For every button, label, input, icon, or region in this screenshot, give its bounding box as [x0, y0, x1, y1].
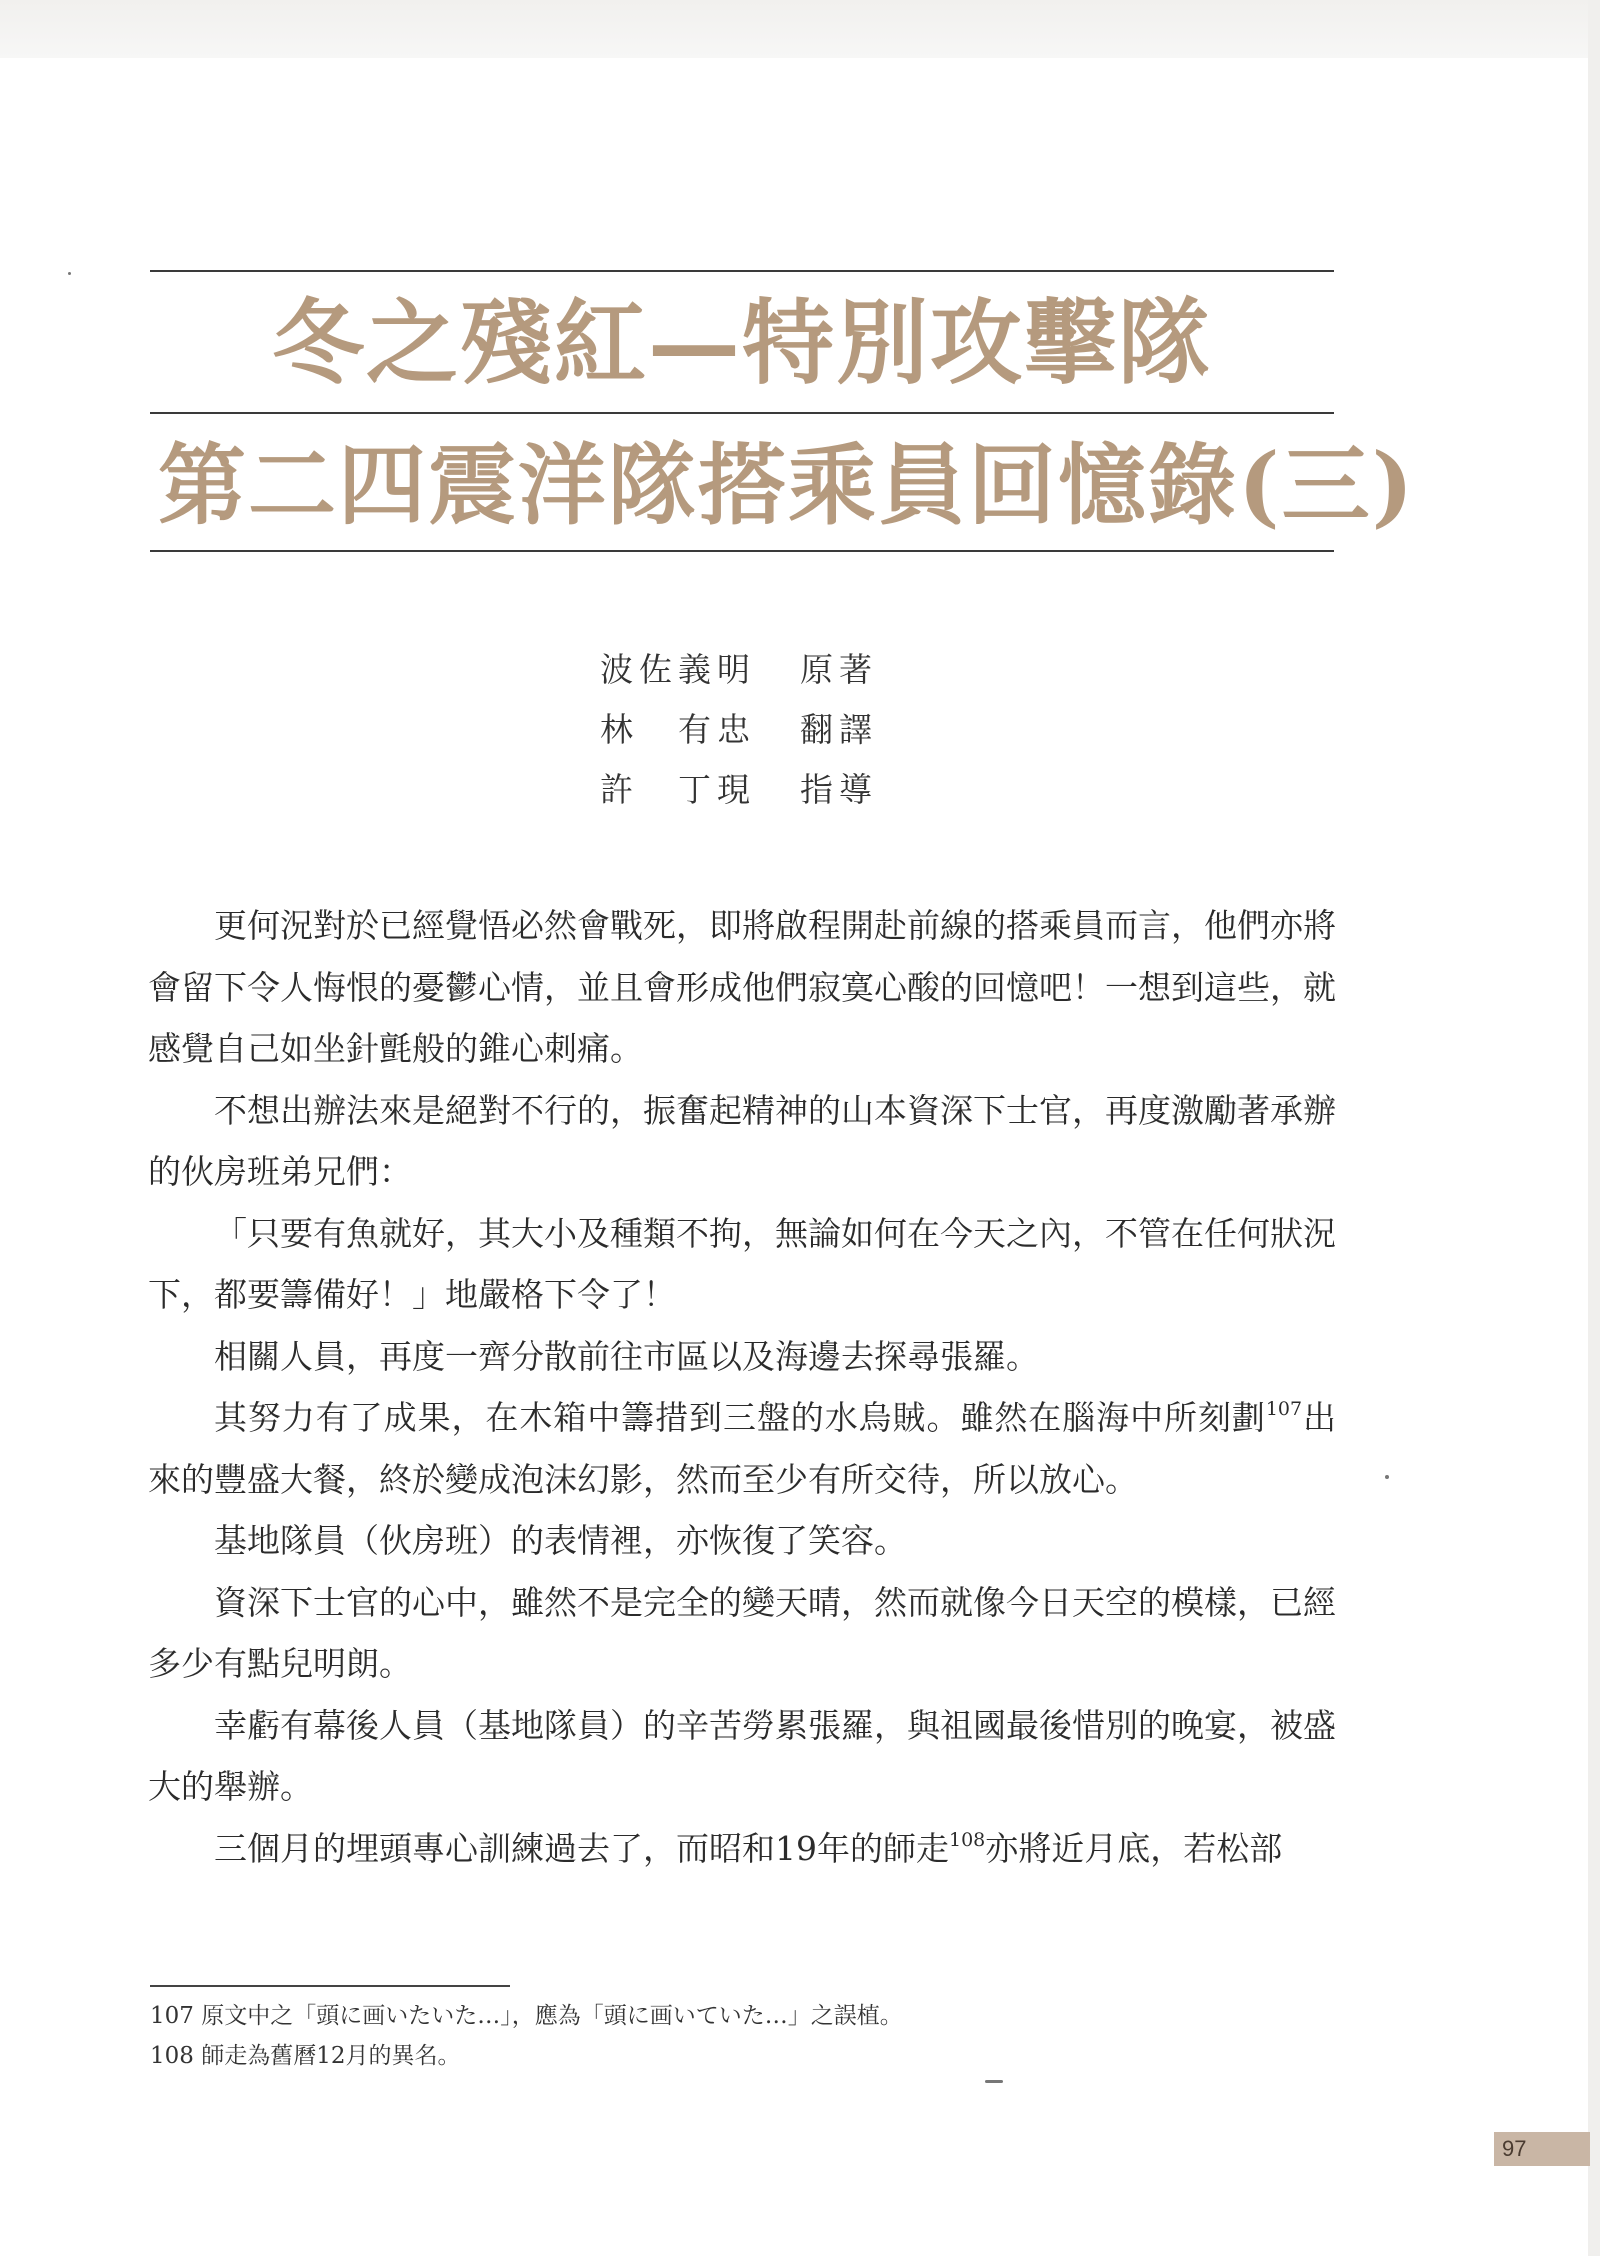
paragraph: 相關人員，再度一齊分散前往市區以及海邊去探尋張羅。 — [214, 1336, 1039, 1376]
footnote: 107 原文中之「頭に画いたいた…」，應為「頭に画いていた…」之誤植。 — [150, 2003, 903, 2029]
footnote-ref: 108 — [949, 1828, 986, 1851]
credit-role: 翻譯 — [800, 710, 878, 749]
credit-translator — [600, 700, 878, 760]
page-title-line1: 冬之殘紅—特別攻擊隊 — [271, 289, 1212, 397]
credit-name: 波佐義明 — [600, 650, 756, 689]
paragraph: 不想出辦法來是絕對不行的，振奮起精神的山本資深下士官，再度激勵著承辦的伙房班弟兄們： — [148, 1090, 1336, 1191]
paragraph: 更何況對於已經覺悟必然會戰死，即將啟程開赴前線的搭乘員而言，他們亦將會留下令人悔恨的憂鬱心情，並且會形成他們寂寞心酸的回憶吧！一想到這些，就感覺自己如坐針氈般的錐心刺痛。 — [148, 906, 1336, 1068]
page-title-line2: 第二四震洋隊搭乘員回憶錄(三) — [158, 433, 1416, 537]
paragraph: 幸虧有幕後人員（基地隊員）的辛苦勞累張羅，與祖國最後惜別的晚宴，被盛大的舉辦。 — [148, 1705, 1336, 1806]
title-rule-bottom — [150, 550, 1334, 552]
credit-name: 許 丁現 — [600, 770, 756, 809]
paragraph: 資深下士官的心中，雖然不是完全的變天晴，然而就像今日天空的模樣，已經多少有點兒明朗。 — [148, 1582, 1336, 1683]
title-rule-top — [150, 270, 1334, 272]
footnote: 108 師走為舊曆12月的異名。 — [150, 2043, 461, 2069]
credit-role: 原著 — [800, 650, 878, 689]
footnotes — [150, 1996, 903, 2076]
paragraph-text: 出來的豐盛大餐，終於變成泡沫幻影，然而至少有所交待，所以放心。 — [148, 1398, 1337, 1499]
article-body — [148, 895, 1336, 1879]
credit-author — [600, 640, 878, 700]
title-rule-middle — [150, 412, 1334, 414]
scan-speck — [985, 2080, 1003, 2083]
credit-role: 指導 — [800, 770, 878, 809]
credit-name: 林 有忠 — [600, 710, 756, 749]
footnote-rule — [150, 1985, 510, 1987]
paragraph — [148, 1387, 1336, 1510]
author-credits — [600, 640, 878, 820]
paragraph-text: 三個月的埋頭專心訓練過去了，而昭和19年的師走 — [214, 1828, 949, 1868]
scan-top-shadow — [0, 0, 1600, 58]
paragraph — [148, 1818, 1336, 1880]
paragraph: 基地隊員（伙房班）的表情裡，亦恢復了笑容。 — [214, 1521, 907, 1560]
scan-speck — [68, 272, 71, 275]
paragraph: 「只要有魚就好，其大小及種類不拘，無論如何在今天之內，不管在任何狀況下，都要籌備好！」地嚴格下令了！ — [148, 1213, 1336, 1314]
paragraph-text: 亦將近月底，若松部 — [985, 1828, 1283, 1868]
credit-advisor — [600, 760, 878, 820]
page-number: 97 — [1494, 2132, 1590, 2166]
scan-right-edge — [1588, 0, 1600, 2256]
scan-speck — [1385, 1475, 1389, 1479]
paragraph-text: 其努力有了成果，在木箱中籌措到三盤的水烏賊。雖然在腦海中所刻劃 — [214, 1398, 1266, 1437]
footnote-ref: 107 — [1265, 1398, 1303, 1420]
